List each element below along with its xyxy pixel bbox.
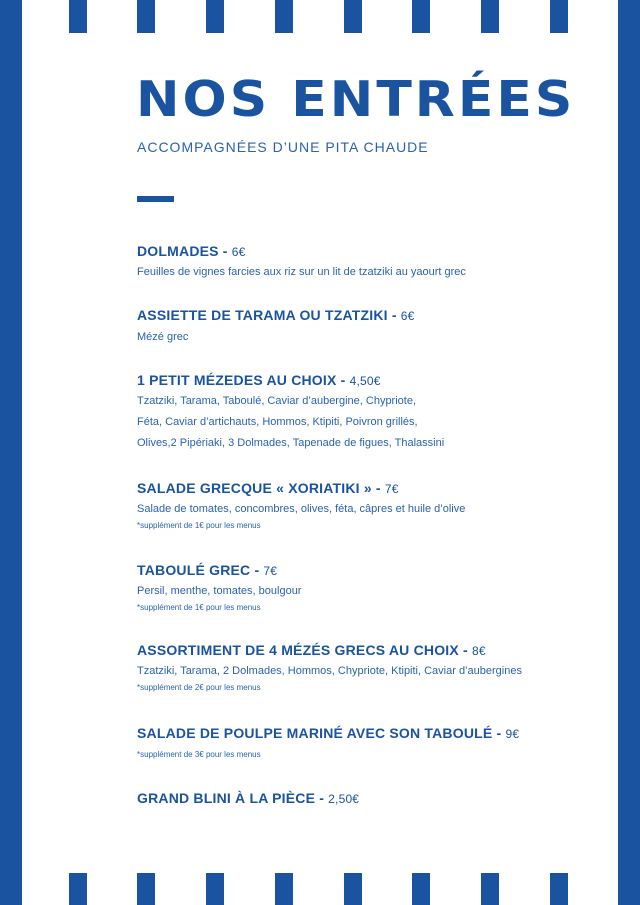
item-supplement-note: *supplément de 3€ pour les menus	[137, 750, 261, 759]
item-name: ASSORTIMENT DE 4 MÉZÉS GRECS AU CHOIX	[137, 642, 459, 658]
left-border-bar	[0, 0, 22, 905]
menu-item: DOLMADES - 6€ Feuilles de vignes farcies aux riz sur un lit de tzatziki au yaourt grec	[137, 243, 466, 281]
item-name: 1 PETIT MÉZEDES AU CHOIX	[137, 372, 337, 388]
item-price: 9€	[505, 727, 520, 741]
menu-item: ASSORTIMENT DE 4 MÉZÉS GRECS AU CHOIX - 8€ Tzatziki, Tarama, 2 Dolmades, Hommos, Chypriote, Ktipiti, Caviar d’aubergines *supplément de 2€ pour les menus	[137, 642, 522, 692]
item-description: Mézé grec	[137, 331, 189, 343]
top-stripe	[275, 0, 293, 33]
menu-item: GRAND BLINI À LA PIÈCE - 2,50€	[137, 790, 360, 806]
item-price: 2,50€	[328, 792, 360, 806]
item-name: SALADE DE POULPE MARINÉ AVEC SON TABOULÉ	[137, 725, 493, 741]
page-subtitle: ACCOMPAGNÉES D’UNE PITA CHAUDE	[137, 139, 429, 155]
item-supplement-note: *supplément de 1€ pour les menus	[137, 521, 261, 530]
item-name: ASSIETTE DE TARAMA OU TZATZIKI	[137, 307, 388, 323]
title-divider	[137, 196, 174, 202]
item-price: 6€	[400, 309, 415, 323]
item-price: 6€	[231, 245, 246, 259]
item-description: Tzatziki, Tarama, 2 Dolmades, Hommos, Chypriote, Ktipiti, Caviar d’aubergines	[137, 665, 522, 677]
item-price: 8€	[471, 644, 486, 658]
top-stripe	[69, 0, 87, 33]
item-name: GRAND BLINI À LA PIÈCE	[137, 790, 316, 806]
item-name: SALADE GRECQUE « XORIATIKI »	[137, 480, 372, 496]
top-stripe	[206, 0, 224, 33]
top-stripe	[344, 0, 362, 33]
bottom-stripe	[275, 873, 293, 905]
bottom-stripe	[206, 873, 224, 905]
item-description: Feuilles de vignes farcies aux riz sur un lit de tzatziki au yaourt grec	[137, 266, 466, 278]
item-price: 7€	[263, 564, 278, 578]
top-stripe	[412, 0, 430, 33]
item-description: Persil, menthe, tomates, boulgour	[137, 585, 302, 597]
item-description: Olives,2 Pipériaki, 3 Dolmades, Tapenade de figues, Thalassini	[137, 437, 445, 449]
item-name: TABOULÉ GREC	[137, 562, 255, 578]
menu-item: ASSIETTE DE TARAMA OU TZATZIKI - 6€ Mézé grec	[137, 307, 415, 346]
item-supplement-note: *supplément de 1€ pour les menus	[137, 603, 261, 612]
menu-item: 1 PETIT MÉZEDES AU CHOIX - 4,50€ Tzatziki, Tarama, Taboulé, Caviar d’aubergine, Chypriote, Féta, Caviar d’artichauts, Hommos, Ktipiti, Poivron grillés, Olives,2 Pipériaki, 3 Dolmades, Tapenade de figues, Thalassini	[137, 372, 444, 454]
top-stripe	[550, 0, 568, 33]
item-description: Tzatziki, Tarama, Taboulé, Caviar d’aubergine, Chypriote,	[137, 395, 417, 407]
page-title: NOS ENTRÉES	[136, 71, 576, 129]
menu-item: TABOULÉ GREC - 7€ Persil, menthe, tomates, boulgour *supplément de 1€ pour les menus	[137, 562, 302, 612]
top-stripe	[481, 0, 499, 33]
bottom-stripe	[69, 873, 87, 905]
item-price: 7€	[384, 482, 399, 496]
menu-item: SALADE DE POULPE MARINÉ AVEC SON TABOULÉ - 9€ *supplément de 3€ pour les menus	[137, 725, 520, 759]
item-name: DOLMADES	[137, 243, 219, 259]
item-description: Salade de tomates, concombres, olives, féta, câpres et huile d’olive	[137, 503, 466, 515]
bottom-stripe	[137, 873, 155, 905]
top-stripe	[137, 0, 155, 33]
right-border-bar	[618, 0, 640, 905]
bottom-stripe	[412, 873, 430, 905]
menu-item: SALADE GRECQUE « XORIATIKI » - 7€ Salade de tomates, concombres, olives, féta, câpres et huile d’olive *supplément de 1€ pour les menus	[137, 480, 466, 530]
bottom-stripe	[344, 873, 362, 905]
item-description: Féta, Caviar d’artichauts, Hommos, Ktipiti, Poivron grillés,	[137, 416, 418, 428]
bottom-stripe	[481, 873, 499, 905]
item-supplement-note: *supplément de 2€ pour les menus	[137, 683, 261, 692]
bottom-stripe	[550, 873, 568, 905]
item-price: 4,50€	[349, 374, 381, 388]
